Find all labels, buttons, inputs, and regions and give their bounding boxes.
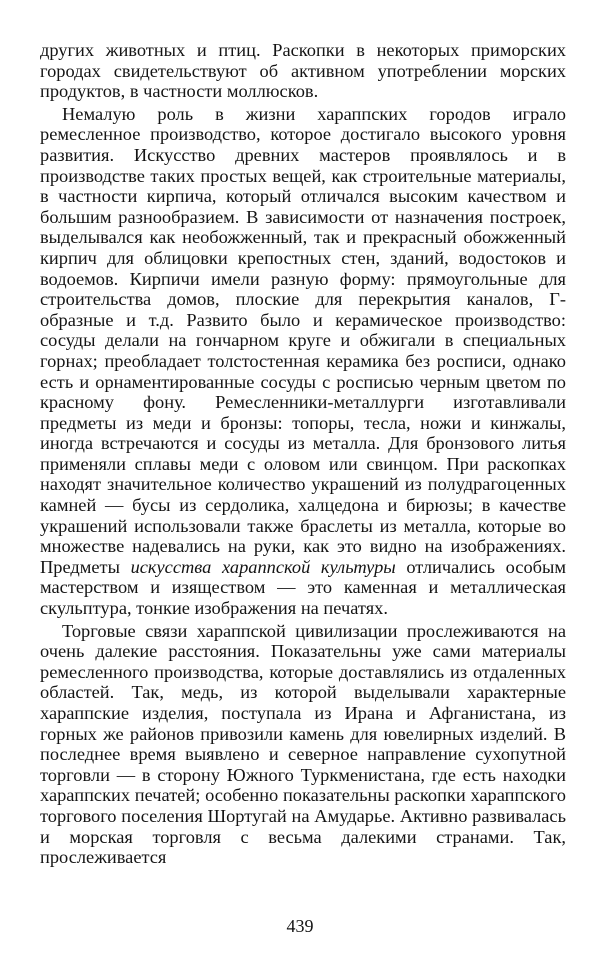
page-number: 439 xyxy=(286,916,314,936)
paragraph-2-italic-term: искусства хараппской культуры xyxy=(130,556,396,577)
paragraph-2-text-before: Немалую роль в жизни хараппских городов играло ремесленное производство, которое достигало высокого уровня развития. Искусство древних мастеров проявлялось и в производстве таких простых вещей, как строительные материалы, в частности кирпича, который отличался высоким качеством и большим разнообразием. В зависимости от назначения построек, выделывался как необожженный, так и прекрасный обожженный кирпич для облицовки крепостных стен, зданий, водостоков и водоемов. Кирпичи имели разную форму: прямоугольные для строительства домов, плоские для перекрытия каналов, Г-образные и т.д. Развито было и керамическое производство: сосуды делали на гончарном круге и обжигали в специальных горнах; преобладает толстостенная керамика без росписи, однако есть и орнаментированные сосуды с росписью черным цветом по красному фону. Ремесленники-металлурги изготавливали предметы из меди и бронзы: топоры, тесла, ножи и кинжалы, иногда встречаются и сосуды из металла. Для бронзового литья применяли сплавы меди с оловом или свинцом. При раскопках находят значительное количество украшений из полудрагоценных камней — бусы из сердолика, халцедона и бирюзы; в качестве украшений использовали также браслеты из металла, которые во множестве надевались на руки, как это видно на изображениях. Предметы xyxy=(40,103,566,577)
paragraph-1: других животных и птиц. Раскопки в некоторых приморских городах свидетельствуют об активном употреблении морских продуктов, в частности моллюсков. xyxy=(40,40,566,102)
page-body xyxy=(40,40,566,868)
paragraph-3: Торговые связи хараппской цивилизации прослеживаются на очень далекие расстояния. Показательны уже сами материалы ремесленного производства, которые доставлялись из отдаленных областей. Так, медь, из которой выделывали характерные хараппские изделия, поступала из Ирана и Афганистана, из горных же районов привозили камень для ювелирных изделий. В последнее время выявлено и северное направление сухопутной торговли — в сторону Южного Туркменистана, где есть находки хараппских печатей; особенно показательны раскопки хараппского торгового поселения Шортугай на Амударье. Активно развивалась и морская торговля с весьма далекими странами. Так, прослеживается xyxy=(40,620,566,868)
paragraph-2-text-after: отличались особым мастерством и изяществом — это каменная и металлическая скульптура, тонкие изображения на печатях. xyxy=(40,556,566,619)
paragraph-2 xyxy=(40,104,566,619)
